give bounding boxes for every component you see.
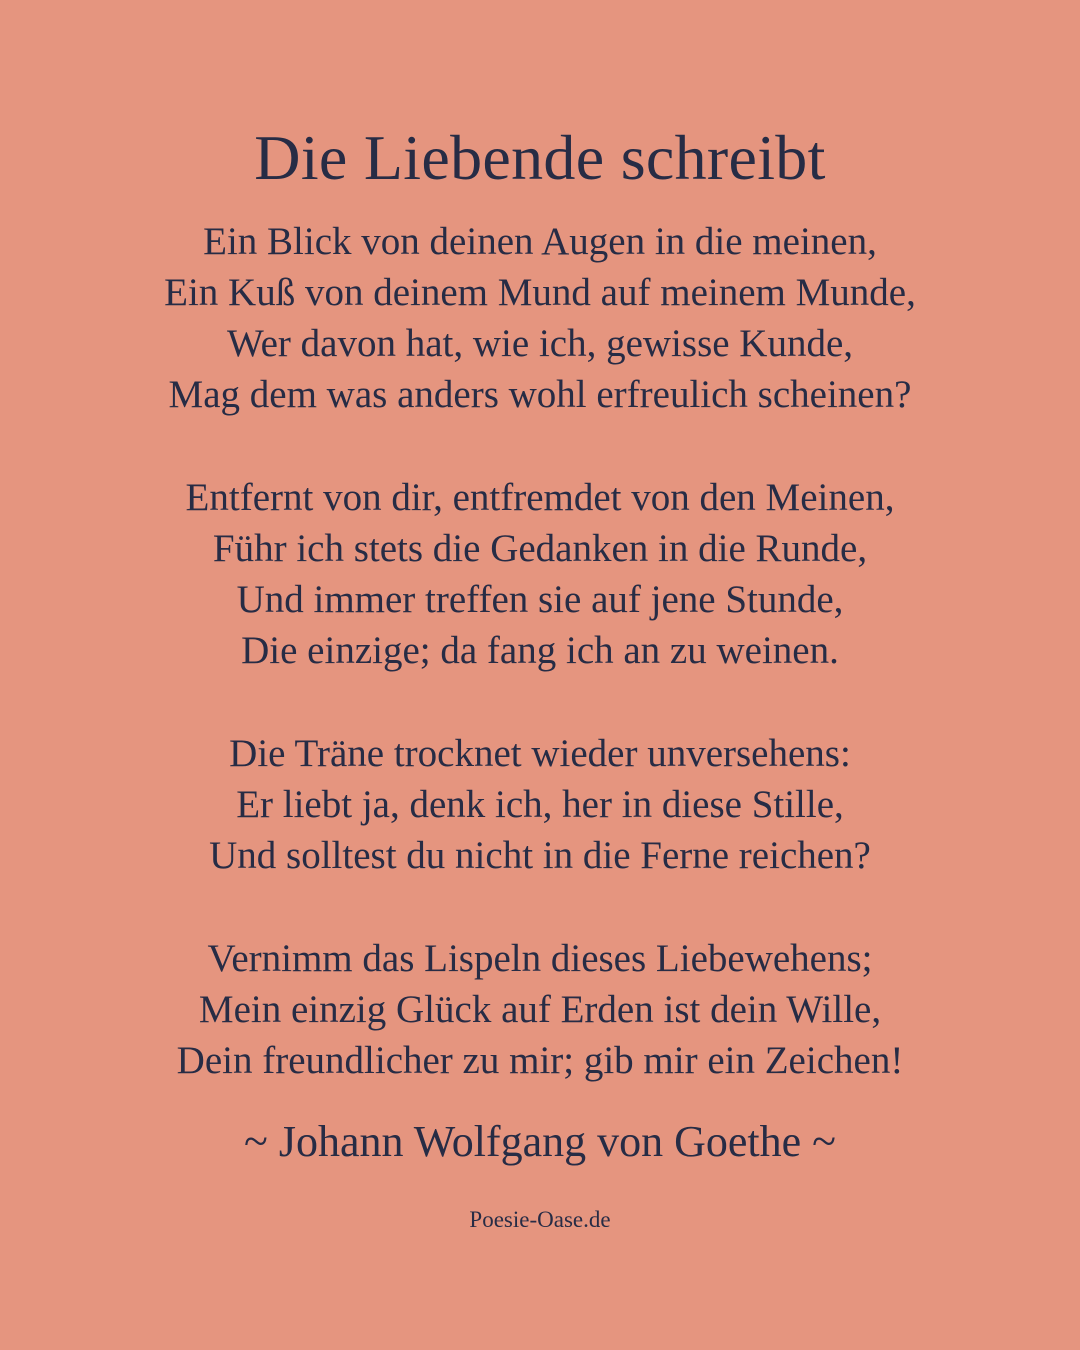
poem-line: Die Träne trocknet wieder unversehens: [229, 732, 851, 775]
poem-line: Mein einzig Glück auf Erden ist dein Wille, [198, 988, 882, 1031]
poem-line: Wer davon hat, wie ich, gewisse Kunde, [226, 322, 854, 365]
poem-line: Er liebt ja, denk ich, her in diese Stille, [236, 783, 844, 826]
poem-line: Ein Kuß von deinem Mund auf meinem Munde, [164, 271, 916, 314]
poem-line: Führ ich stets die Gedanken in die Runde, [212, 527, 868, 570]
poem-title: Die Liebende schreibt [254, 122, 826, 193]
poem-line: Dein freundlicher zu mir; gib mir ein Zeichen! [176, 1039, 904, 1082]
stanza [0, 933, 1080, 1086]
stanza [0, 728, 1080, 881]
poem-line: Die einzige; da fang ich an zu weinen. [241, 629, 839, 672]
poem-line: Ein Blick von deinen Augen in die meinen, [203, 220, 877, 263]
stanza [0, 216, 1080, 420]
poem-line: Entfernt von dir, entfremdet von den Meinen, [185, 476, 895, 519]
poem-line: Mag dem was anders wohl erfreulich scheinen? [168, 373, 912, 416]
poem-body [0, 216, 1080, 1138]
poem-line: Und solltest du nicht in die Ferne reichen? [209, 834, 871, 877]
stanza [0, 472, 1080, 676]
website-credit: Poesie-Oase.de [469, 1207, 611, 1232]
poem-author: ~ Johann Wolfgang von Goethe ~ [244, 1117, 836, 1166]
poem-line: Vernimm das Lispeln dieses Liebewehens; [207, 937, 873, 980]
poem-line: Und immer treffen sie auf jene Stunde, [236, 578, 844, 621]
